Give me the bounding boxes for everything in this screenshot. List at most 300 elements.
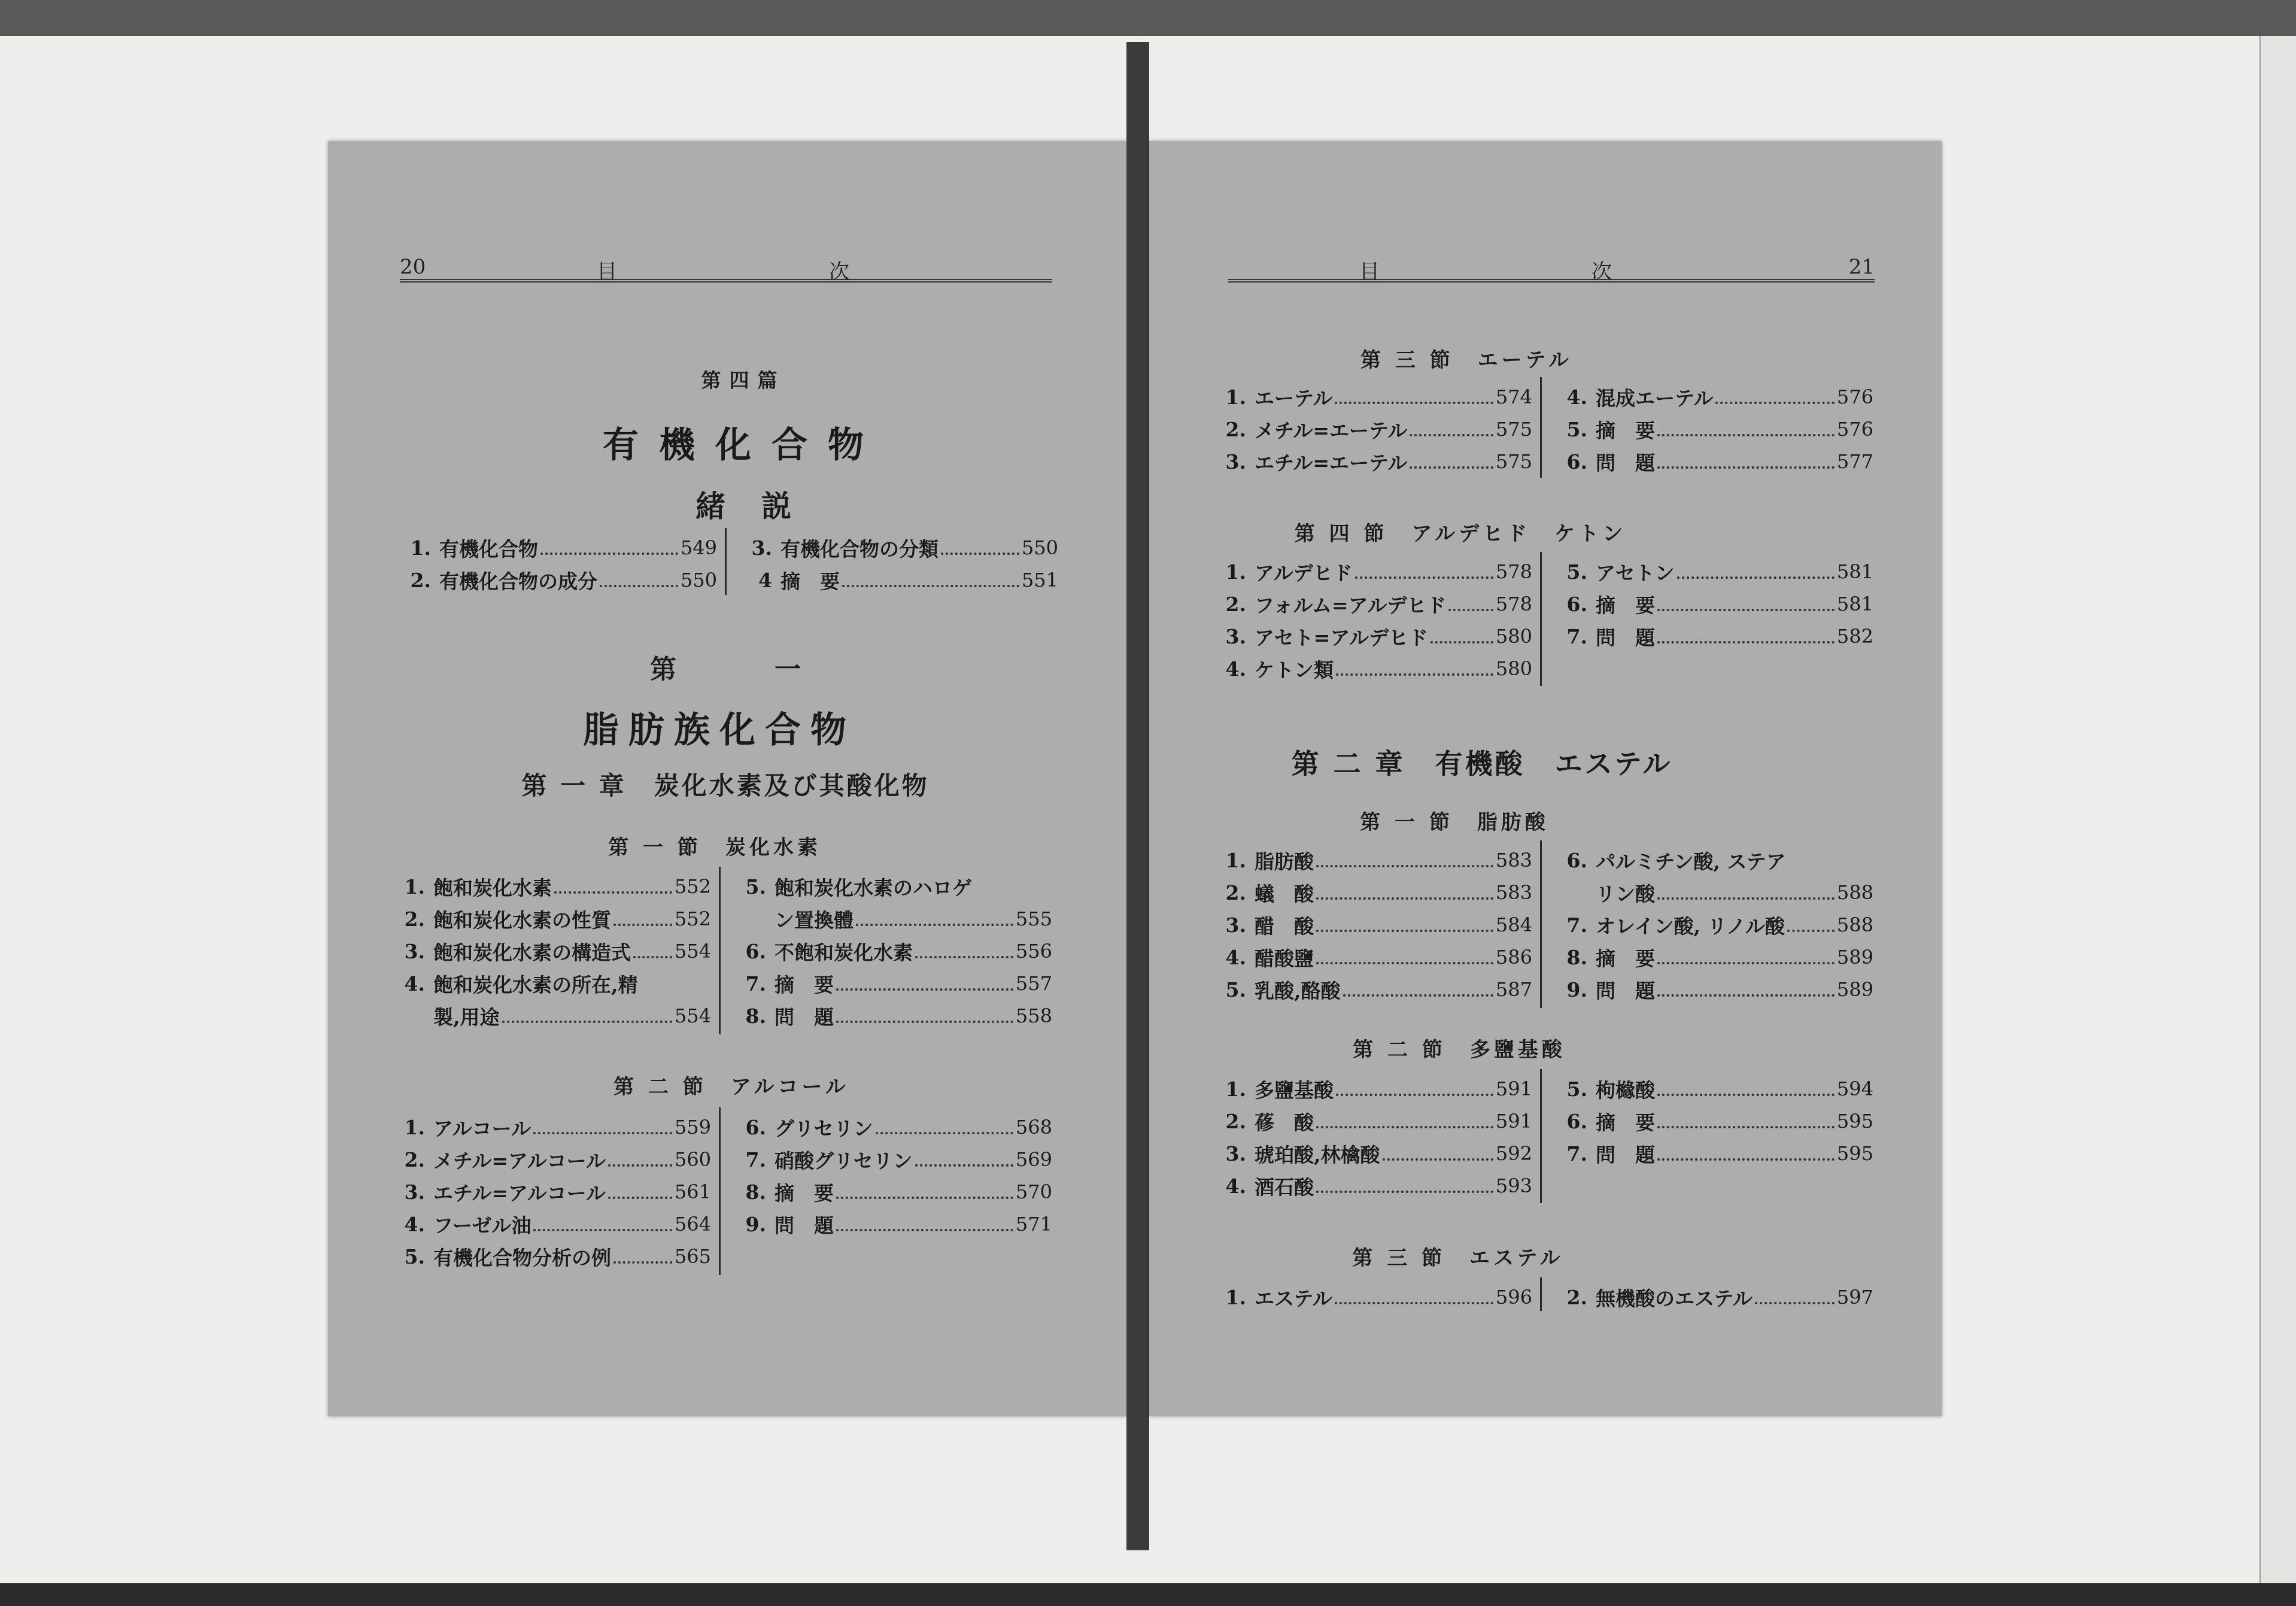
- top-scan-border: [0, 0, 2296, 36]
- dot-leader: [1657, 463, 1835, 469]
- dot-leader: [1355, 573, 1493, 579]
- entry-title: 醋酸鹽: [1255, 946, 1314, 970]
- entry-number: 6.: [1566, 1109, 1587, 1133]
- entry-page: 576: [1836, 385, 1873, 408]
- column-divider: [1540, 1069, 1542, 1203]
- toc-entry: [1209, 588, 1532, 620]
- entry-number: 8.: [745, 1004, 766, 1028]
- dot-leader: [533, 1128, 672, 1134]
- dot-leader: [836, 1193, 1013, 1199]
- header-title: 目 次: [597, 260, 945, 284]
- entry-title: 問 題: [1596, 979, 1655, 1003]
- entry-page: 588: [1836, 913, 1873, 936]
- entry-number: 4.: [1225, 1174, 1246, 1198]
- entry-page: 557: [1015, 972, 1052, 995]
- dot-leader: [1677, 573, 1835, 579]
- entry-title: 硝酸グリセリン: [775, 1149, 913, 1173]
- entry-title: アセトン: [1596, 561, 1675, 585]
- entry-number: 3.: [1225, 450, 1246, 473]
- dot-leader: [1755, 1298, 1835, 1304]
- entry-page: 582: [1836, 625, 1873, 648]
- entry-page: 581: [1836, 560, 1873, 583]
- part-heading: 第四篇: [701, 369, 786, 392]
- dot-leader: [842, 581, 1019, 587]
- dot-leader: [836, 1017, 1013, 1023]
- page-number: 21: [1848, 255, 1875, 279]
- toc-col-left: [388, 1111, 711, 1273]
- toc-col-right: [1550, 555, 1873, 652]
- entry-title: エチル=アルコール: [433, 1181, 606, 1205]
- entry-number: 3.: [1225, 624, 1246, 648]
- entry-title: エチル=エーテル: [1255, 451, 1408, 475]
- toc-entry: [388, 1143, 711, 1176]
- entry-number: 7.: [745, 1147, 766, 1171]
- toc-col-left: [1209, 1073, 1532, 1202]
- toc-entry: [1209, 1137, 1532, 1170]
- scan-right-edge: [2259, 36, 2296, 1583]
- entry-number: 2.: [404, 1147, 425, 1171]
- toc-entry: [388, 1000, 711, 1032]
- entry-title: 蟻 酸: [1255, 882, 1314, 906]
- toc-entry: [729, 1143, 1052, 1176]
- entry-title: 製,用途: [433, 1005, 500, 1029]
- entry-page: 556: [1015, 940, 1052, 963]
- entry-number: 3.: [1225, 913, 1246, 937]
- entry-title: 飽和炭化水素の構造式: [433, 940, 631, 964]
- column-divider: [1540, 1277, 1542, 1311]
- entry-title: リン酸: [1596, 882, 1655, 906]
- entry-number: 3.: [404, 1180, 425, 1204]
- entry-number: 5.: [1566, 1077, 1587, 1101]
- entry-number: 6.: [1566, 592, 1587, 616]
- toc-entry: [388, 1240, 711, 1273]
- entry-page: 588: [1836, 881, 1873, 904]
- entry-number: 5.: [745, 875, 766, 898]
- toc-entry: [729, 1176, 1052, 1208]
- entry-title: ケトン類: [1255, 658, 1334, 682]
- toc-entry: [1550, 1137, 1873, 1170]
- toc-entry: [1550, 941, 1873, 973]
- entry-number: 2.: [1225, 881, 1246, 904]
- entry-title: パルミチン酸, ステア: [1596, 849, 1786, 873]
- toc-entry: [1209, 973, 1532, 1006]
- entry-number: 7.: [1566, 1141, 1587, 1165]
- entry-number: 5.: [404, 1244, 425, 1268]
- chapter-title: 第 二 章 有機酸 エステル: [1291, 748, 1673, 780]
- entry-title: 飽和炭化水素の性質: [433, 908, 611, 932]
- section-title: 第 四 節 アルデヒド ケトン: [1294, 522, 1627, 546]
- entry-number: 4.: [1225, 657, 1246, 681]
- entry-number: 9.: [1566, 977, 1587, 1001]
- entry-title: ン置換體: [775, 908, 854, 932]
- entry-number: 2.: [1225, 1109, 1246, 1133]
- toc-entry: [1209, 844, 1532, 876]
- toc-entry: [729, 903, 1052, 935]
- dot-leader: [1657, 637, 1835, 643]
- entry-number: 1.: [1225, 1077, 1246, 1101]
- toc-col-right: [729, 870, 1052, 1032]
- toc-entry: [1209, 413, 1532, 445]
- toc-col-left: [1209, 555, 1532, 685]
- running-header-left: [400, 255, 1052, 283]
- dot-leader: [1335, 1298, 1493, 1304]
- entry-title: 摘 要: [1596, 418, 1655, 442]
- entry-title: 問 題: [1596, 1143, 1655, 1167]
- entry-page: 592: [1495, 1142, 1532, 1165]
- entry-title: 摘 要: [1596, 1110, 1655, 1134]
- left-page: [328, 141, 1126, 1416]
- entry-number: 2.: [404, 907, 425, 931]
- entry-number: 6.: [745, 939, 766, 963]
- entry-number: 6.: [1566, 450, 1587, 473]
- entry-title: エーテル: [1255, 386, 1333, 410]
- entry-title: メチル=エーテル: [1255, 418, 1408, 442]
- toc-entry: [1209, 445, 1532, 478]
- entry-page: 564: [674, 1213, 711, 1235]
- toc-entry: [1550, 1073, 1873, 1105]
- toc-col-left: [1209, 381, 1532, 478]
- entry-page: 581: [1836, 593, 1873, 615]
- toc-entry: [1209, 1281, 1532, 1313]
- entry-page: 560: [674, 1148, 711, 1171]
- entry-page: 575: [1495, 450, 1532, 473]
- toc-entry: [1550, 909, 1873, 941]
- toc-col-left: [1209, 844, 1532, 1006]
- entry-page: 554: [674, 940, 711, 963]
- dot-leader: [1316, 1122, 1493, 1128]
- dot-leader: [554, 888, 672, 894]
- entry-page: 555: [1015, 907, 1052, 930]
- toc-entry: [1209, 876, 1532, 909]
- entry-title: 摘 要: [775, 973, 834, 997]
- dot-leader: [941, 549, 1019, 555]
- toc-entry: [388, 967, 711, 1000]
- entry-title: 問 題: [1596, 451, 1655, 475]
- column-divider: [1540, 552, 1542, 686]
- entry-page: 552: [674, 907, 711, 930]
- entry-page: 578: [1495, 560, 1532, 583]
- dot-leader: [1657, 1090, 1835, 1096]
- entry-title: 問 題: [775, 1005, 834, 1029]
- entry-page: 558: [1015, 1004, 1052, 1027]
- dot-leader: [1715, 398, 1835, 404]
- entry-title: オレイン酸, リノル酸: [1596, 914, 1785, 938]
- entry-number: 6.: [1566, 848, 1587, 872]
- toc-entry: [1209, 381, 1532, 413]
- entry-number: 9.: [745, 1212, 766, 1236]
- entry-number: 4.: [404, 1212, 425, 1236]
- entry-number: 3.: [751, 536, 772, 560]
- entry-number: 7.: [1566, 913, 1587, 937]
- entry-title: エステル: [1255, 1286, 1332, 1310]
- entry-number: 4.: [1566, 385, 1587, 409]
- dot-leader: [608, 1193, 672, 1199]
- entry-page: 570: [1015, 1180, 1052, 1203]
- part-title: 有機化合物: [603, 424, 884, 466]
- entry-number: 5.: [1225, 977, 1246, 1001]
- toc-entry: [729, 1111, 1052, 1143]
- entry-number: 3.: [404, 939, 425, 963]
- entry-page: 550: [680, 569, 717, 591]
- dot-leader: [1657, 430, 1835, 436]
- entry-title: 摘 要: [1596, 593, 1655, 617]
- dot-leader: [856, 920, 1013, 926]
- toc-entry: [394, 564, 717, 596]
- entry-title: 飽和炭化水素: [433, 876, 552, 900]
- dot-leader: [1657, 958, 1835, 964]
- dot-leader: [836, 1225, 1013, 1231]
- dot-leader: [1336, 1090, 1493, 1096]
- entry-title: 飽和炭化水素のハロゲ: [775, 876, 972, 900]
- dot-leader: [614, 1258, 672, 1264]
- entry-number: 4.: [1225, 945, 1246, 969]
- entry-page: 596: [1495, 1286, 1532, 1309]
- toc-entry: [729, 870, 1052, 903]
- entry-title: 酒石酸: [1255, 1175, 1314, 1199]
- entry-page: 554: [674, 1004, 711, 1027]
- intro-title: 緒説: [696, 488, 827, 524]
- toc-col-left: [388, 870, 711, 1032]
- entry-title: 乳酸,酪酸: [1255, 979, 1341, 1003]
- toc-entry: [388, 903, 711, 935]
- entry-number: 4: [758, 568, 772, 592]
- entry-title: 飽和炭化水素の所在,精: [433, 973, 638, 997]
- toc-entry: [1550, 555, 1873, 588]
- entry-title: 摘 要: [780, 569, 840, 593]
- dot-leader: [633, 952, 672, 958]
- entry-page: 594: [1836, 1077, 1873, 1100]
- dot-leader: [533, 1225, 672, 1231]
- dot-leader: [608, 1161, 672, 1167]
- dot-leader: [1431, 637, 1493, 643]
- toc-entry: [1550, 588, 1873, 620]
- section-one-title: 脂肪族化合物: [583, 709, 856, 751]
- column-divider: [725, 528, 727, 595]
- section-title: 第 一 節 炭化水素: [608, 836, 821, 860]
- entry-page: 583: [1495, 881, 1532, 904]
- toc-entry: [1550, 844, 1873, 876]
- toc-entry: [1209, 1073, 1532, 1105]
- entry-page: 589: [1836, 946, 1873, 969]
- toc-entry: [1550, 445, 1873, 478]
- running-header-right: [1228, 255, 1875, 283]
- entry-page: 551: [1021, 569, 1058, 591]
- dot-leader: [1410, 430, 1493, 436]
- chapter-title: 第 一 章 炭化水素及び其酸化物: [521, 771, 930, 800]
- dot-leader: [600, 581, 678, 587]
- toc-entry: [1550, 1281, 1873, 1313]
- toc-entry: [735, 564, 1058, 596]
- column-divider: [1540, 840, 1542, 1008]
- section-one-heading: 第 一: [650, 654, 837, 685]
- entry-number: 3.: [1225, 1141, 1246, 1165]
- toc-entry: [729, 935, 1052, 967]
- entry-title: 摘 要: [1596, 946, 1655, 970]
- toc-entry: [1550, 876, 1873, 909]
- toc-entry: [394, 532, 717, 564]
- entry-page: 568: [1015, 1116, 1052, 1139]
- entry-title: アルデヒド: [1255, 561, 1353, 585]
- dot-leader: [1383, 1155, 1493, 1161]
- column-divider: [1540, 377, 1542, 478]
- entry-title: 脂肪酸: [1255, 849, 1314, 873]
- bottom-scan-border: [0, 1583, 2296, 1606]
- entry-page: 591: [1495, 1077, 1532, 1100]
- dot-leader: [1657, 605, 1835, 611]
- entry-title: 摘 要: [775, 1181, 834, 1205]
- right-page: [1149, 141, 1942, 1416]
- section-title: 第 二 節 アルコール: [614, 1075, 849, 1099]
- dot-leader: [1316, 894, 1493, 900]
- entry-page: 559: [674, 1116, 711, 1139]
- toc-entry: [729, 1208, 1052, 1240]
- entry-number: 5.: [1566, 560, 1587, 584]
- toc-col-right: [729, 1111, 1052, 1240]
- entry-title: 有機化合物分析の例: [433, 1246, 611, 1270]
- header-title: 目 次: [1359, 260, 1708, 284]
- entry-title: 有機化合物の成分: [439, 569, 597, 593]
- section-title: 第 二 節 多鹽基酸: [1353, 1038, 1566, 1062]
- entry-title: アセト=アルデヒド: [1255, 626, 1429, 649]
- entry-page: 574: [1495, 385, 1532, 408]
- entry-number: 6.: [745, 1115, 766, 1139]
- column-divider: [719, 1107, 721, 1275]
- dot-leader: [540, 549, 678, 555]
- toc-entry: [1550, 1105, 1873, 1137]
- entry-number: 1.: [404, 1115, 425, 1139]
- entry-title: 琥珀酸,林檎酸: [1255, 1143, 1380, 1167]
- entry-title: メチル=アルコール: [433, 1149, 606, 1173]
- dot-leader: [915, 952, 1013, 958]
- dot-leader: [502, 1017, 672, 1023]
- entry-number: 2.: [1225, 592, 1246, 616]
- entry-title: 混成エーテル: [1596, 386, 1714, 410]
- entry-title: 醋 酸: [1255, 914, 1314, 938]
- entry-number: 1.: [404, 875, 425, 898]
- entry-page: 577: [1836, 450, 1873, 473]
- entry-title: グリセリン: [775, 1116, 873, 1140]
- entry-title: 問 題: [775, 1213, 834, 1237]
- entry-title: フーゼル油: [433, 1213, 532, 1237]
- entry-title: 不飽和炭化水素: [775, 940, 913, 964]
- toc-entry: [1550, 620, 1873, 652]
- entry-page: 576: [1836, 418, 1873, 441]
- toc-entry: [1209, 1105, 1532, 1137]
- dot-leader: [876, 1128, 1013, 1134]
- entry-page: 565: [674, 1245, 711, 1268]
- entry-page: 552: [674, 875, 711, 898]
- toc-col-left: [1209, 1281, 1532, 1313]
- entry-page: 561: [674, 1180, 711, 1203]
- dot-leader: [1316, 861, 1493, 867]
- dot-leader: [836, 985, 1013, 991]
- entry-title: 蓚 酸: [1255, 1110, 1314, 1134]
- dot-leader: [1343, 991, 1493, 997]
- toc-entry: [1550, 413, 1873, 445]
- section-title: 第 三 節 エーテル: [1360, 348, 1572, 372]
- entry-page: 583: [1495, 849, 1532, 872]
- toc-entry: [1209, 909, 1532, 941]
- entry-page: 597: [1836, 1286, 1873, 1309]
- dot-leader: [1316, 958, 1493, 964]
- entry-page: 575: [1495, 418, 1532, 441]
- entry-number: 7.: [1566, 624, 1587, 648]
- toc-entry: [1209, 1170, 1532, 1202]
- entry-title: 枸櫞酸: [1596, 1078, 1655, 1102]
- page-number: 20: [400, 255, 426, 279]
- toc-entry: [1209, 941, 1532, 973]
- dot-leader: [1787, 926, 1835, 932]
- entry-number: 1.: [1225, 1285, 1246, 1309]
- entry-title: アルコール: [433, 1116, 532, 1140]
- entry-title: 有機化合物の分類: [780, 537, 939, 561]
- entry-page: 571: [1015, 1213, 1052, 1235]
- toc-entry: [388, 1208, 711, 1240]
- entry-page: 586: [1495, 946, 1532, 969]
- dot-leader: [1335, 398, 1493, 404]
- dot-leader: [1657, 1155, 1835, 1161]
- dot-leader: [1657, 991, 1835, 997]
- toc-entry: [729, 1000, 1052, 1032]
- entry-page: 584: [1495, 913, 1532, 936]
- dot-leader: [1316, 1187, 1493, 1193]
- entry-number: 2.: [410, 568, 431, 592]
- entry-number: 2.: [1225, 417, 1246, 441]
- entry-page: 580: [1495, 625, 1532, 648]
- toc-col-right: [1550, 1073, 1873, 1170]
- entry-number: 2.: [1566, 1285, 1587, 1309]
- entry-number: 1.: [1225, 560, 1246, 584]
- entry-number: 1.: [1225, 848, 1246, 872]
- dot-leader: [1657, 1122, 1835, 1128]
- toc-entry: [1209, 620, 1532, 652]
- entry-title: 有機化合物: [439, 537, 538, 561]
- section-title: 第 三 節 エステル: [1352, 1246, 1564, 1270]
- toc-entry: [1209, 555, 1532, 588]
- toc-col-right: [1550, 381, 1873, 478]
- entry-page: 578: [1495, 593, 1532, 615]
- toc-col-right: [1550, 1281, 1873, 1313]
- section-title: 第 一 節 脂肪酸: [1360, 810, 1549, 834]
- entry-number: 5.: [1566, 417, 1587, 441]
- entry-page: 589: [1836, 978, 1873, 1001]
- entry-number: 1.: [1225, 385, 1246, 409]
- entry-page: 580: [1495, 657, 1532, 680]
- toc-entry: [388, 1111, 711, 1143]
- entry-page: 587: [1495, 978, 1532, 1001]
- toc-entry: [388, 1176, 711, 1208]
- entry-number: 4.: [404, 972, 425, 995]
- entry-number: 1.: [410, 536, 431, 560]
- toc-col-left: [394, 532, 717, 596]
- dot-leader: [1410, 463, 1493, 469]
- entry-page: 595: [1836, 1110, 1873, 1133]
- toc-entry: [1209, 652, 1532, 685]
- toc-col-right: [735, 532, 1058, 596]
- toc-entry: [735, 532, 1058, 564]
- dot-leader: [1336, 670, 1493, 676]
- dot-leader: [915, 1161, 1013, 1167]
- entry-number: 8.: [745, 1180, 766, 1204]
- toc-entry: [388, 935, 711, 967]
- column-divider: [719, 867, 721, 1034]
- entry-page: 593: [1495, 1174, 1532, 1197]
- entry-title: フォルム=アルデヒド: [1255, 593, 1447, 617]
- entry-page: 549: [680, 536, 717, 559]
- entry-title: 問 題: [1596, 626, 1655, 649]
- book-spine: [1126, 42, 1149, 1550]
- toc-col-right: [1550, 844, 1873, 1006]
